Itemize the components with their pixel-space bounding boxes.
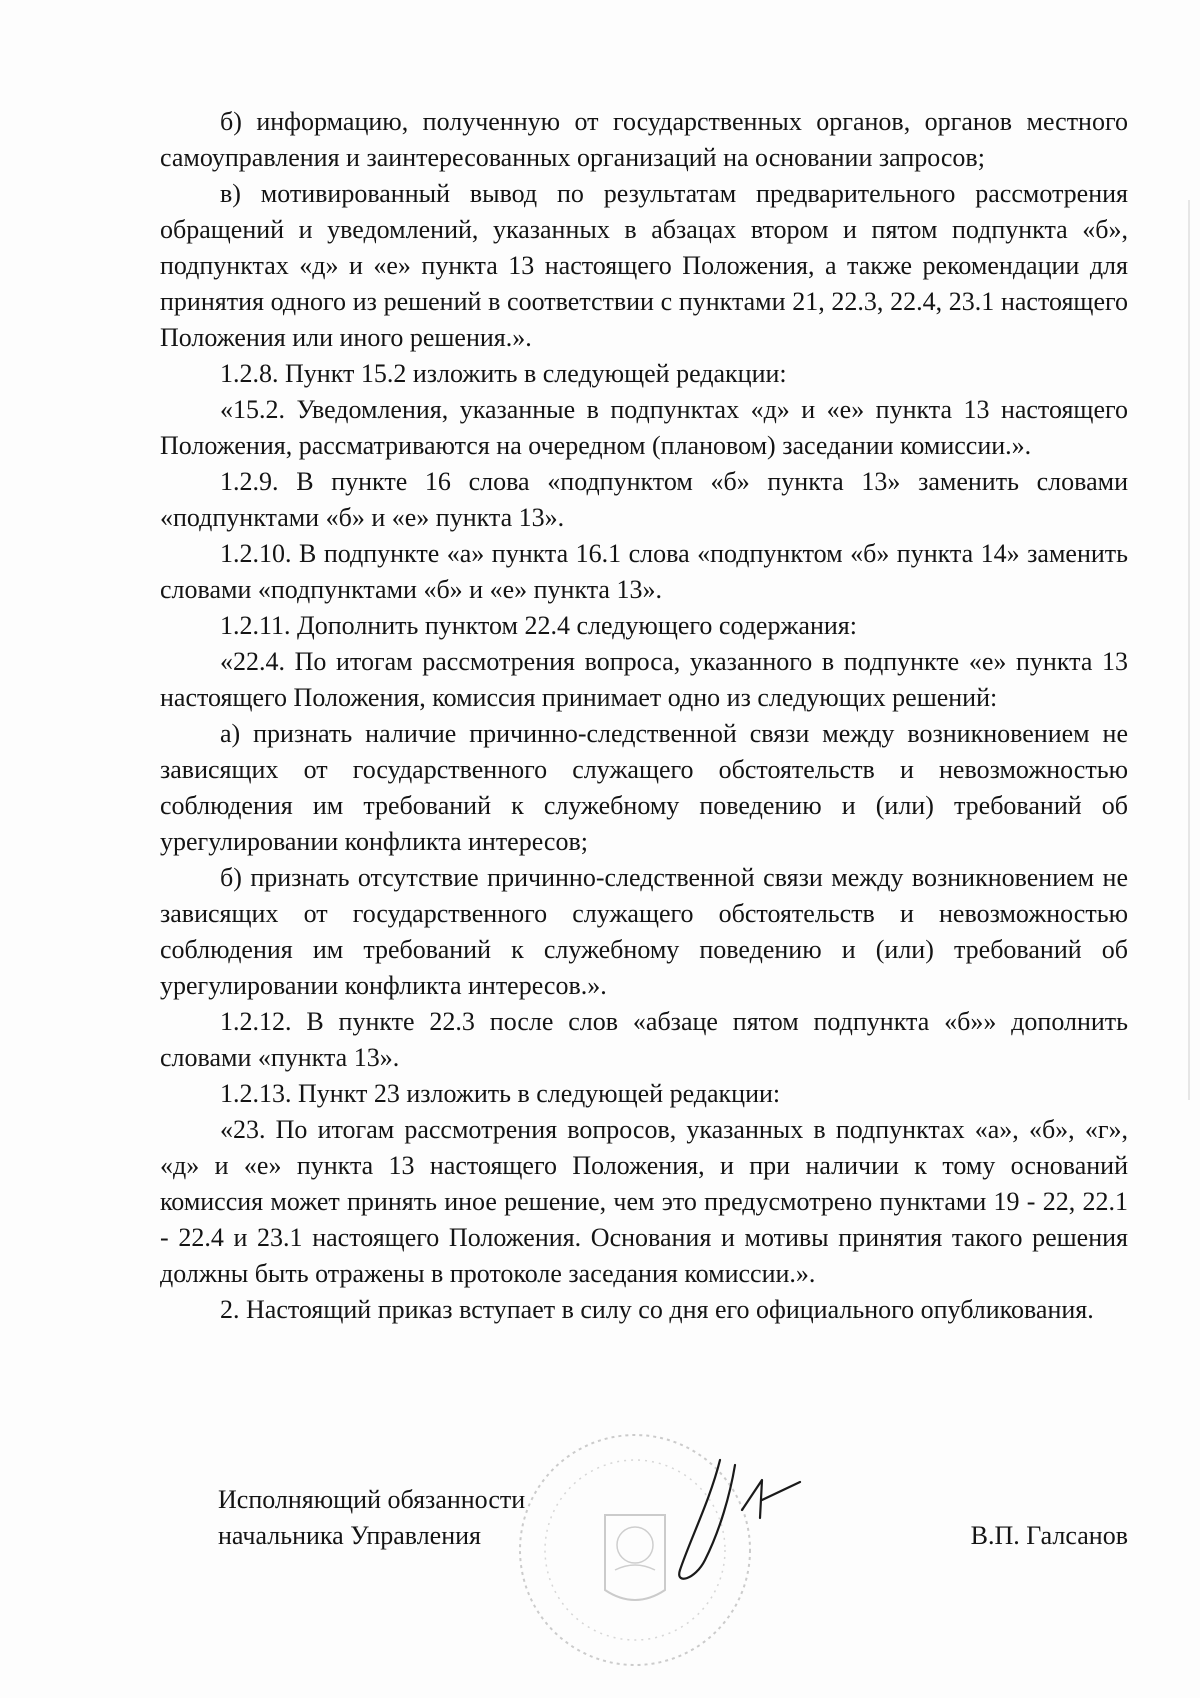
- paragraph-23: «23. По итогам рассмотрения вопросов, указанных в подпунктах «а», «б», «г», «д» и «е» пункта 13 настоящего Положения, и при наличии к тому оснований комиссия может принять иное решение, чем это предусмотрено пунктами 19 - 22, 22.1 - 22.4 и 23.1 настоящего Положения. Основания и мотивы принятия такого решения должны быть отражены в протоколе заседания комиссии.».: [160, 1115, 1128, 1288]
- paragraph-v-conclusion: в) мотивированный вывод по результатам предварительного рассмотрения обращений и уведомлений, указанных в абзацах втором и пятом подпункта «б», подпунктах «д» и «е» пункта 13 настоящего Положения, а также рекомендации для принятия одного из решений в соответствии с пунктами 21, 22.3, 22.4, 23.1 настоящего Положения или иного решения.».: [160, 179, 1128, 352]
- paragraph-1-2-10: 1.2.10. В подпункте «а» пункта 16.1 слова «подпунктом «б» пункта 14» заменить словами «подпунктами «б» и «е» пункта 13».: [160, 539, 1128, 604]
- signatory-name: В.П. Галсанов: [970, 1521, 1128, 1550]
- paragraph-22-4: «22.4. По итогам рассмотрения вопроса, указанного в подпункте «е» пункта 13 настоящего Положения, комиссия принимает одно из следующих решений:: [160, 647, 1128, 712]
- paragraph-1-2-8: 1.2.8. Пункт 15.2 изложить в следующей редакции:: [220, 359, 787, 388]
- paragraph-b-information: б) информацию, полученную от государственных органов, органов местного самоуправления и заинтересованных организаций на основании запросов;: [160, 107, 1128, 172]
- signatory-position-line2: начальника Управления: [218, 1521, 482, 1550]
- document-body: [160, 104, 1128, 1328]
- paragraph-1-2-11: 1.2.11. Дополнить пунктом 22.4 следующего содержания:: [220, 611, 857, 640]
- handwritten-signature: [650, 1440, 830, 1590]
- paragraph-22-4-a: а) признать наличие причинно-следственной связи между возникновением не зависящих от государственного служащего обстоятельств и невозможностью соблюдения им требований к служебному поведению и (или) требований об урегулировании конфликта интересов;: [160, 719, 1128, 856]
- paragraph-22-4-b: б) признать отсутствие причинно-следственной связи между возникновением не зависящих от государственного служащего обстоятельств и невозможностью соблюдения им требований к служебному поведению и (или) требований об урегулировании конфликта интересов.».: [160, 863, 1128, 1000]
- paragraph-15-2: «15.2. Уведомления, указанные в подпунктах «д» и «е» пункта 13 настоящего Положения, рассматриваются на очередном (плановом) заседании комиссии.».: [160, 395, 1128, 460]
- paragraph-1-2-9: 1.2.9. В пункте 16 слова «подпунктом «б» пункта 13» заменить словами «подпунктами «б» и «е» пункта 13».: [160, 467, 1128, 532]
- signatory-position-line1: Исполняющий обязанности: [218, 1485, 526, 1514]
- paragraph-1-2-13: 1.2.13. Пункт 23 изложить в следующей редакции:: [220, 1079, 781, 1108]
- paragraph-2-effective: 2. Настоящий приказ вступает в силу со дня его официального опубликования.: [220, 1295, 1094, 1324]
- paragraph-1-2-12: 1.2.12. В пункте 22.3 после слов «абзаце пятом подпункта «б»» дополнить словами «пункта 13».: [160, 1007, 1128, 1072]
- signatory-position: [218, 1482, 525, 1554]
- scan-edge-mark: [1188, 200, 1190, 1100]
